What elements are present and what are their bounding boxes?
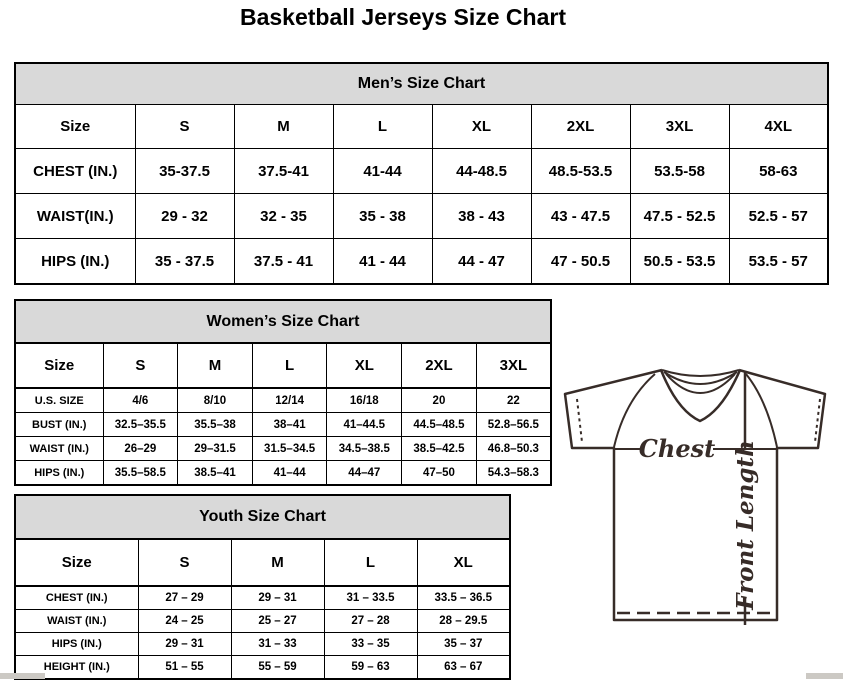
- size-cell: 33 – 35: [324, 633, 417, 656]
- column-header: 2XL: [531, 105, 630, 149]
- size-cell: 34.5–38.5: [327, 437, 402, 461]
- column-header: Size: [15, 343, 103, 388]
- size-cell: 51 – 55: [138, 656, 231, 680]
- size-cell: 29–31.5: [178, 437, 253, 461]
- row-label: WAIST (IN.): [15, 610, 138, 633]
- size-cell: 31 – 33: [231, 633, 324, 656]
- table-title: Youth Size Chart: [15, 495, 510, 539]
- row-label: HIPS (IN.): [15, 239, 135, 285]
- column-header: S: [103, 343, 178, 388]
- womens-size-table: [14, 299, 552, 486]
- jersey-outline: [565, 370, 825, 620]
- column-header: 3XL: [630, 105, 729, 149]
- row-label: WAIST (IN.): [15, 437, 103, 461]
- table-row: [15, 194, 828, 239]
- size-cell: 33.5 – 36.5: [417, 586, 510, 610]
- column-header: L: [333, 105, 432, 149]
- size-cell: 29 - 32: [135, 194, 234, 239]
- size-cell: 59 – 63: [324, 656, 417, 680]
- size-cell: 27 – 28: [324, 610, 417, 633]
- size-cell: 38.5–41: [178, 461, 253, 486]
- size-cell: 43 - 47.5: [531, 194, 630, 239]
- size-cell: 35.5–58.5: [103, 461, 178, 486]
- size-cell: 53.5-58: [630, 149, 729, 194]
- table-row: [15, 239, 828, 285]
- row-label: HEIGHT (IN.): [15, 656, 138, 680]
- column-header: S: [135, 105, 234, 149]
- size-cell: 38 - 43: [432, 194, 531, 239]
- size-cell: 50.5 - 53.5: [630, 239, 729, 285]
- collar-arc: [662, 370, 739, 376]
- column-header: M: [234, 105, 333, 149]
- size-cell: 41-44: [333, 149, 432, 194]
- size-cell: 44-48.5: [432, 149, 531, 194]
- column-header: Size: [15, 105, 135, 149]
- size-cell: 32.5–35.5: [103, 413, 178, 437]
- size-cell: 38.5–42.5: [402, 437, 477, 461]
- column-header: XL: [417, 539, 510, 586]
- size-cell: 52.8–56.5: [476, 413, 551, 437]
- size-cell: 32 - 35: [234, 194, 333, 239]
- size-cell: 4/6: [103, 388, 178, 413]
- size-cell: 47 - 50.5: [531, 239, 630, 285]
- column-header: 3XL: [476, 343, 551, 388]
- size-cell: 35 - 37.5: [135, 239, 234, 285]
- cuff-dashed-left: [577, 399, 582, 442]
- size-cell: 37.5-41: [234, 149, 333, 194]
- size-cell: 47–50: [402, 461, 477, 486]
- size-cell: 24 – 25: [138, 610, 231, 633]
- row-label: CHEST (IN.): [15, 149, 135, 194]
- horizontal-scrollbar-fragment-right[interactable]: [806, 673, 843, 679]
- chest-label: Chest: [638, 434, 716, 463]
- table-row: [15, 656, 510, 680]
- size-cell: 46.8–50.3: [476, 437, 551, 461]
- size-cell: 58-63: [729, 149, 828, 194]
- size-cell: 47.5 - 52.5: [630, 194, 729, 239]
- size-cell: 48.5-53.5: [531, 149, 630, 194]
- row-label: HIPS (IN.): [15, 461, 103, 486]
- table-title: Women’s Size Chart: [15, 300, 551, 343]
- size-cell: 38–41: [252, 413, 327, 437]
- row-label: BUST (IN.): [15, 413, 103, 437]
- column-header: Size: [15, 539, 138, 586]
- mens-size-table: [14, 62, 829, 285]
- column-header: XL: [327, 343, 402, 388]
- size-cell: 44–47: [327, 461, 402, 486]
- column-header: 4XL: [729, 105, 828, 149]
- column-header: M: [231, 539, 324, 586]
- size-cell: 12/14: [252, 388, 327, 413]
- size-cell: 35 - 38: [333, 194, 432, 239]
- column-header: 2XL: [402, 343, 477, 388]
- size-cell: 44.5–48.5: [402, 413, 477, 437]
- column-header: XL: [432, 105, 531, 149]
- size-cell: 55 – 59: [231, 656, 324, 680]
- row-label: U.S. SIZE: [15, 388, 103, 413]
- size-cell: 63 – 67: [417, 656, 510, 680]
- size-cell: 22: [476, 388, 551, 413]
- size-cell: 26–29: [103, 437, 178, 461]
- size-cell: 53.5 - 57: [729, 239, 828, 285]
- size-cell: 35 – 37: [417, 633, 510, 656]
- size-cell: 35-37.5: [135, 149, 234, 194]
- size-cell: 31.5–34.5: [252, 437, 327, 461]
- row-label: HIPS (IN.): [15, 633, 138, 656]
- table-row: [15, 633, 510, 656]
- table-row: [15, 461, 551, 486]
- front-length-label: Front Length: [732, 440, 759, 610]
- column-header: M: [178, 343, 253, 388]
- size-cell: 29 – 31: [231, 586, 324, 610]
- size-cell: 20: [402, 388, 477, 413]
- row-label: WAIST(IN.): [15, 194, 135, 239]
- size-cell: 41–44.5: [327, 413, 402, 437]
- size-cell: 44 - 47: [432, 239, 531, 285]
- horizontal-scrollbar-fragment-left[interactable]: [0, 673, 45, 679]
- size-cell: 8/10: [178, 388, 253, 413]
- table-row: [15, 610, 510, 633]
- size-cell: 29 – 31: [138, 633, 231, 656]
- table-row: [15, 149, 828, 194]
- youth-size-table: [14, 494, 511, 680]
- size-cell: 31 – 33.5: [324, 586, 417, 610]
- row-label: CHEST (IN.): [15, 586, 138, 610]
- column-header: L: [252, 343, 327, 388]
- size-cell: 41–44: [252, 461, 327, 486]
- size-cell: 35.5–38: [178, 413, 253, 437]
- size-cell: 37.5 - 41: [234, 239, 333, 285]
- size-cell: 28 – 29.5: [417, 610, 510, 633]
- size-cell: 54.3–58.3: [476, 461, 551, 486]
- size-cell: 41 - 44: [333, 239, 432, 285]
- table-row: [15, 413, 551, 437]
- size-cell: 25 – 27: [231, 610, 324, 633]
- size-cell: 16/18: [327, 388, 402, 413]
- jersey-measurement-diagram: [555, 360, 843, 679]
- table-title: Men’s Size Chart: [15, 63, 828, 105]
- column-header: L: [324, 539, 417, 586]
- table-row: [15, 437, 551, 461]
- sleeve-seam-right: [746, 374, 777, 447]
- page-title: Basketball Jerseys Size Chart: [239, 4, 566, 30]
- size-cell: 27 – 29: [138, 586, 231, 610]
- table-row: [15, 586, 510, 610]
- size-cell: 52.5 - 57: [729, 194, 828, 239]
- column-header: S: [138, 539, 231, 586]
- table-row: [15, 388, 551, 413]
